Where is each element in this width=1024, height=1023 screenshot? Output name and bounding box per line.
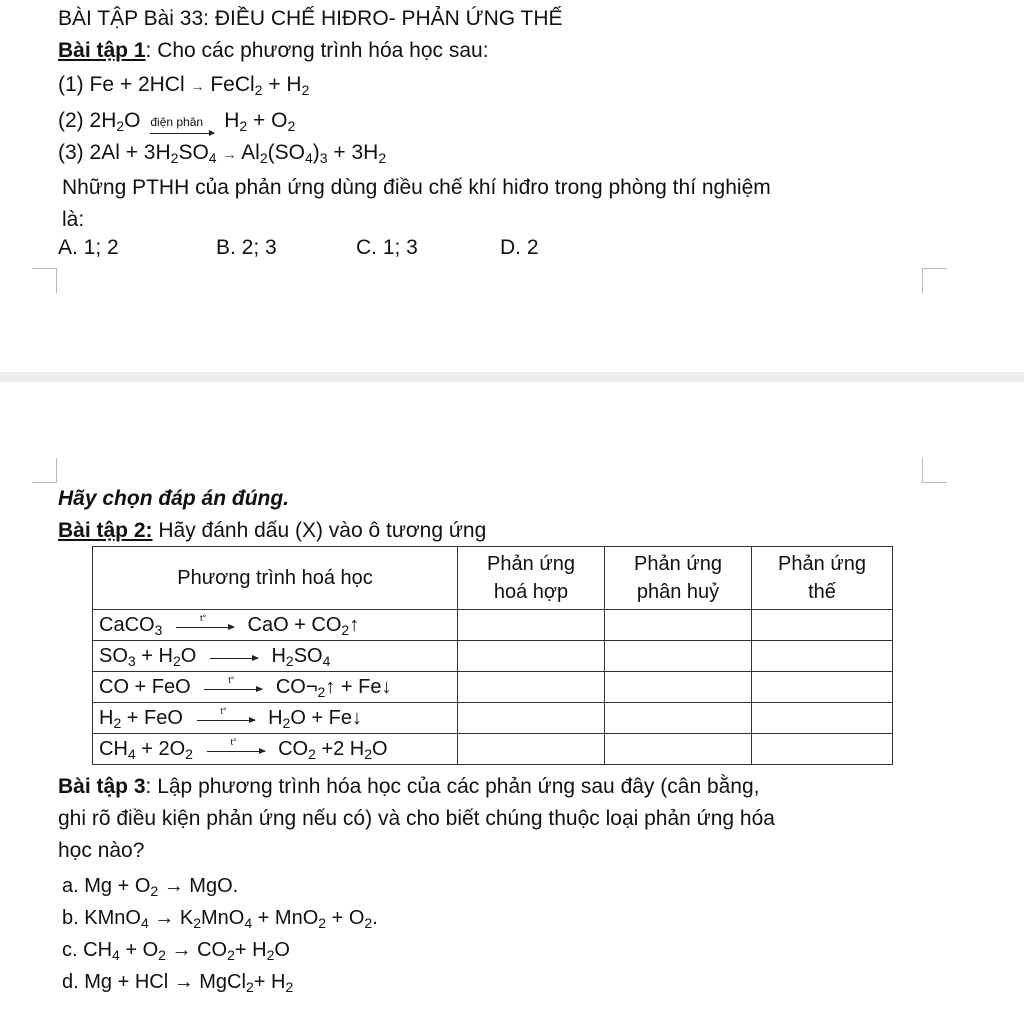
subscript: 2 [227,947,235,963]
page-separator [0,372,1024,382]
equation-reactants: Fe + 2HCl [89,73,185,96]
product-text: O [271,109,288,132]
subscript: 2 [364,915,373,931]
exercise-1-text: : Cho các phương trình hóa học sau: [145,39,489,62]
reactant-text: CaCO [99,613,155,636]
substitution-answer-cell[interactable] [752,734,893,765]
subscript: 2 [341,621,350,638]
item-label: d. [62,971,79,993]
reactant-text: 2H [89,109,117,132]
subscript: 2 [245,979,254,995]
instruction-text: Hãy chọn đáp án đúng. [58,487,290,510]
combination-answer-cell[interactable] [458,734,605,765]
equation-number: (1) [58,73,84,96]
arrow-icon [176,627,234,628]
plus-sign: + [268,73,281,96]
subscript: 2 [364,745,373,762]
subscript: 3 [127,652,136,669]
reactant-text: CO + FeO [99,675,191,698]
product-text: SO [293,644,323,667]
column-header-substitution [752,547,893,610]
reactant-text: 2Al + 3H [89,141,171,164]
formula-text: + O [119,939,159,961]
subscript: 2 [285,652,294,669]
subscript: 2 [193,915,201,931]
reaction-arrow [176,615,234,635]
decomposition-answer-cell[interactable] [605,703,752,734]
equation-cell [93,703,458,734]
reaction-classification-table [92,546,893,765]
exercise-3-line-2: ghi rõ điều kiện phản ứng nếu có) và cho biết chúng thuộc loại phản ứng hóa [58,807,775,830]
subscript: 4 [127,745,136,762]
equation-number: (3) [58,141,84,164]
reactant-text: H [99,706,114,729]
product-text: H [286,73,302,96]
header-text: Phản ứng [634,553,722,575]
product-text: O + Fe↓ [290,706,363,729]
column-header-decomposition [605,547,752,610]
subscript: 2 [308,745,316,762]
document-page-2 [0,382,1024,1023]
product-text: H [271,644,286,667]
substitution-answer-cell[interactable] [752,672,893,703]
formula-text: O [274,939,290,961]
question-line-1: Những PTHH của phản ứng dùng điều chế khí hiđro trong phòng thí nghiệm [62,176,771,199]
equation-cell [93,610,458,641]
formula-text: + H [253,971,286,993]
subscript: 4 [112,947,120,963]
exercise-3-label: Bài tập 3 [58,775,146,798]
formula-text: + O [326,907,365,929]
item-label: b. [62,907,79,929]
equation-cell [93,672,458,703]
subscript: 2 [378,150,387,166]
reactant-text: O [124,109,141,132]
equation-number: (2) [58,109,84,132]
exercise-1-label: Bài tập 1 [58,39,146,62]
product-text: CO [278,737,309,760]
arrow-icon: → [222,146,237,162]
table-row [93,734,893,765]
equation-3 [58,140,386,167]
subscript: 3 [154,621,163,638]
combination-answer-cell[interactable] [458,672,605,703]
decomposition-answer-cell[interactable] [605,641,752,672]
substitution-answer-cell[interactable] [752,610,893,641]
arrow-icon [207,751,265,752]
formula-text: KMnO [84,907,141,929]
subscript: 2 [170,150,179,166]
combination-answer-cell[interactable] [458,610,605,641]
product-text: FeCl [210,73,255,96]
option-b: B. 2; 3 [216,236,277,259]
subscript: 2 [158,947,166,963]
formula-text: CH [83,939,113,961]
formula-text: + MnO [252,907,319,929]
arrow-icon [210,658,258,659]
exercise-1-heading [58,38,489,64]
table-row [93,641,893,672]
subscript: 2 [113,714,122,731]
exercise-2-heading [58,518,486,544]
option-c: C. 1; 3 [356,236,418,259]
document-page-1 [0,0,1024,372]
subscript: 2 [282,714,291,731]
decomposition-answer-cell[interactable] [605,672,752,703]
subscript: 4 [244,915,253,931]
formula-text: MnO [200,907,245,929]
reaction-condition: t° [228,675,235,686]
table-header-row [93,547,893,610]
formula-text: Mg + O [84,875,151,897]
header-text: Phương trình hoá học [177,567,373,589]
reaction-condition: t° [220,706,227,717]
subscript: 2 [185,745,193,762]
subscript: 2 [172,652,181,669]
subscript: 3 [319,150,328,166]
column-header-combination [458,547,605,610]
formula-text: . [372,907,378,929]
subscript: 2 [301,82,310,98]
product-text: ) [312,141,320,164]
subscript: 4 [208,150,217,166]
margin-corner-mark [922,268,947,293]
subscript: 2 [266,947,275,963]
option-a: A. 1; 2 [58,236,119,259]
subscript: 2 [259,150,268,166]
item-label: a. [62,875,79,897]
equation-cell [93,734,458,765]
subscript: 2 [239,118,248,134]
product-text: CaO + CO [247,613,342,636]
arrow-icon: → [190,78,205,94]
reaction-arrow [197,708,255,728]
formula-text: → MgO. [158,875,239,897]
margin-corner-mark [32,458,57,483]
exercise-3-line-3: học nào? [58,839,145,862]
formula-text: → CO [165,939,228,961]
list-item-b [62,906,378,930]
subscript: 4 [322,652,331,669]
product-text: +2 H [315,737,365,760]
table-row [93,672,893,703]
column-header-equation [93,547,458,610]
product-text: O [372,737,388,760]
reaction-arrow [210,646,258,666]
product-text: H [224,109,240,132]
product-text: + 3H [333,141,379,164]
exercise-2-label: Bài tập 2: [58,519,153,542]
arrow-icon [197,720,255,721]
list-item-c [62,938,290,962]
arrow-icon [150,133,214,134]
subscript: 2 [287,118,296,134]
product-text: ↑ + Fe↓ [325,675,392,698]
reactant-text: CH [99,737,128,760]
plus-sign: + [253,109,266,132]
table-row [93,610,893,641]
list-item-d [62,970,293,994]
product-text: CO¬ [275,675,318,698]
exercise-3-text: : Lập phương trình hóa học của các phản ứng sau đây (cân bằng, [145,775,760,798]
combination-answer-cell[interactable] [458,703,605,734]
list-item-a [62,874,238,898]
exercise-2-text: Hãy đánh dấu (X) vào ô tương ứng [152,519,487,542]
subscript: 2 [150,883,159,899]
exercise-3-line-1 [58,774,760,800]
header-text: Phản ứng [487,553,575,575]
subscript: 2 [116,118,125,134]
header-text: phân huỷ [636,581,720,603]
reactant-text: SO [99,644,128,667]
equation-2 [58,108,295,134]
product-text: (SO [267,141,305,164]
header-text: thế [808,581,836,603]
formula-text: → K [148,907,194,929]
margin-corner-mark [922,458,947,483]
item-label: c. [62,939,78,961]
subscript: 2 [285,979,294,995]
subscript: 2 [254,82,263,98]
equation-cell [93,641,458,672]
reaction-arrow [204,677,262,697]
reactant-text: + FeO [121,706,183,729]
equation-1 [58,72,309,99]
reaction-condition: điện phân [150,115,204,129]
reaction-arrow [207,739,265,759]
reaction-condition: t° [230,737,237,748]
option-d: D. 2 [500,236,539,259]
formula-text: + H [234,939,267,961]
subscript: 2 [317,683,326,700]
formula-text: Mg + HCl → MgCl [84,971,246,993]
subscript: 4 [140,915,149,931]
decomposition-answer-cell[interactable] [605,610,752,641]
subscript: 2 [318,915,327,931]
page-title: BÀI TẬP Bài 33: ĐIỀU CHẾ HIĐRO- PHẢN ỨNG THẾ [58,7,563,30]
reactant-text: SO [178,141,209,164]
combination-answer-cell[interactable] [458,641,605,672]
product-text: ↑ [349,613,360,636]
question-line-2: là: [62,208,85,231]
product-text: Al [241,141,260,164]
decomposition-answer-cell[interactable] [605,734,752,765]
header-text: Phản ứng [778,553,866,575]
reactant-text: + H [135,644,173,667]
subscript: 4 [304,150,313,166]
product-text: H [268,706,283,729]
reaction-condition: t° [199,613,207,624]
substitution-answer-cell[interactable] [752,703,893,734]
table-row [93,703,893,734]
substitution-answer-cell[interactable] [752,641,893,672]
header-text: hoá hợp [493,581,569,603]
arrow-icon [204,689,262,690]
margin-corner-mark [32,268,57,293]
reactant-text: + 2O [135,737,186,760]
reactant-text: O [180,644,197,667]
